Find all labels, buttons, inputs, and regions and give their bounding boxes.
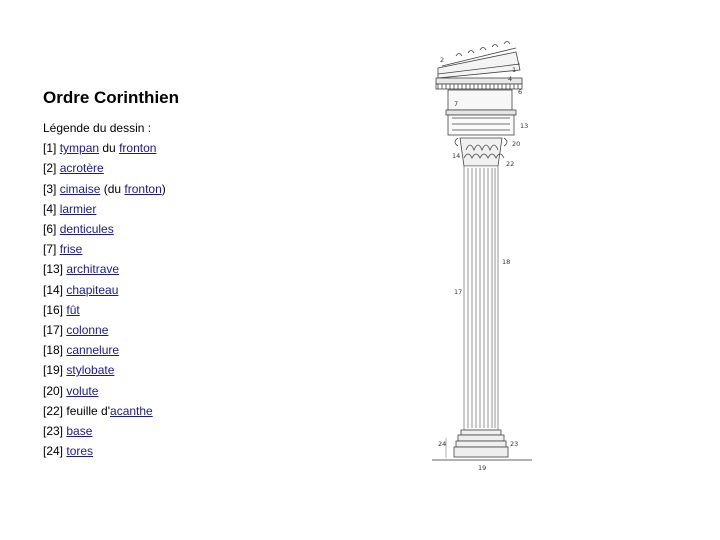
- legend-term-link[interactable]: frise: [59, 242, 83, 257]
- legend-item-number: [14]: [43, 282, 64, 297]
- legend-term-link[interactable]: fût: [66, 302, 80, 317]
- legend-item-number: [13]: [43, 262, 64, 277]
- callout-6: 6: [518, 88, 523, 96]
- legend-item: [43, 239, 166, 259]
- legend-term-link[interactable]: tores: [66, 444, 94, 459]
- legend-item-number: [6]: [43, 222, 57, 237]
- legend-item: [43, 360, 166, 380]
- callout-4: 4: [508, 75, 513, 83]
- callout-7: 7: [454, 100, 459, 108]
- callout-18: 18: [502, 258, 511, 266]
- legend-term-link[interactable]: cimaise: [59, 181, 101, 196]
- callout-19: 19: [478, 464, 487, 472]
- legend-term-text: feuille d': [66, 403, 111, 418]
- callout-2: 2: [440, 56, 445, 64]
- legend-item-number: [1]: [43, 141, 57, 156]
- legend-list: [43, 138, 166, 461]
- legend-item-number: [19]: [43, 363, 64, 378]
- legend-item-number: [3]: [43, 181, 57, 196]
- capital: [455, 138, 507, 166]
- legend-item-number: [18]: [43, 343, 64, 358]
- legend-term-link[interactable]: volute: [66, 383, 99, 398]
- legend-item-number: [22]: [43, 403, 64, 418]
- legend-term-link[interactable]: chapiteau: [66, 282, 119, 297]
- legend-item-number: [20]: [43, 383, 64, 398]
- legend-term-link[interactable]: colonne: [66, 323, 109, 338]
- legend-item: [43, 219, 166, 239]
- callout-17: 17: [454, 288, 463, 296]
- callout-22: 22: [506, 160, 515, 168]
- legend-term-text: du: [99, 141, 120, 156]
- legend-item: [43, 381, 166, 401]
- legend-term-text: ): [161, 181, 166, 196]
- callout-23: 23: [510, 440, 519, 448]
- legend-term-link[interactable]: stylobate: [66, 363, 115, 378]
- legend-term-link[interactable]: denticules: [59, 222, 114, 237]
- legend-term-text: (du: [100, 181, 125, 196]
- legend-item: [43, 158, 166, 178]
- legend-term-link[interactable]: fronton: [124, 181, 162, 196]
- legend-item: [43, 300, 166, 320]
- legend-item-number: [7]: [43, 242, 57, 257]
- callout-14: 14: [452, 152, 461, 160]
- legend-item: [43, 441, 166, 461]
- legend-item: [43, 401, 166, 421]
- legend-term-link[interactable]: cannelure: [66, 343, 120, 358]
- legend-item: [43, 280, 166, 300]
- callout-13: 13: [520, 122, 529, 130]
- legend-term-link[interactable]: architrave: [66, 262, 120, 277]
- legend-item: [43, 421, 166, 441]
- column-shaft: [464, 166, 498, 430]
- legend-term-link[interactable]: larmier: [59, 201, 97, 216]
- legend-item-number: [17]: [43, 323, 64, 338]
- legend-term-link[interactable]: fronton: [119, 141, 157, 156]
- legend-item: [43, 138, 166, 158]
- legend-item: [43, 340, 166, 360]
- legend-item-number: [24]: [43, 444, 64, 459]
- legend-item-number: [4]: [43, 201, 57, 216]
- legend-item-number: [16]: [43, 302, 64, 317]
- legend-item-number: [2]: [43, 161, 57, 176]
- corinthian-column-figure: [428, 38, 536, 478]
- legend-item: [43, 179, 166, 199]
- legend: [43, 118, 166, 461]
- legend-term-link[interactable]: base: [66, 424, 93, 439]
- page-title: Ordre Corinthien: [43, 88, 180, 107]
- callout-1: 1: [512, 66, 517, 74]
- legend-item: [43, 199, 166, 219]
- legend-item: [43, 320, 166, 340]
- legend-heading: Légende du dessin :: [43, 121, 152, 135]
- legend-item-number: [23]: [43, 424, 64, 439]
- callout-20: 20: [512, 140, 521, 148]
- legend-item: [43, 259, 166, 279]
- legend-term-link[interactable]: tympan: [59, 141, 100, 156]
- callout-24: 24: [438, 440, 447, 448]
- frieze: [446, 90, 516, 135]
- legend-term-link[interactable]: acanthe: [110, 403, 153, 418]
- legend-term-link[interactable]: acrotère: [59, 161, 104, 176]
